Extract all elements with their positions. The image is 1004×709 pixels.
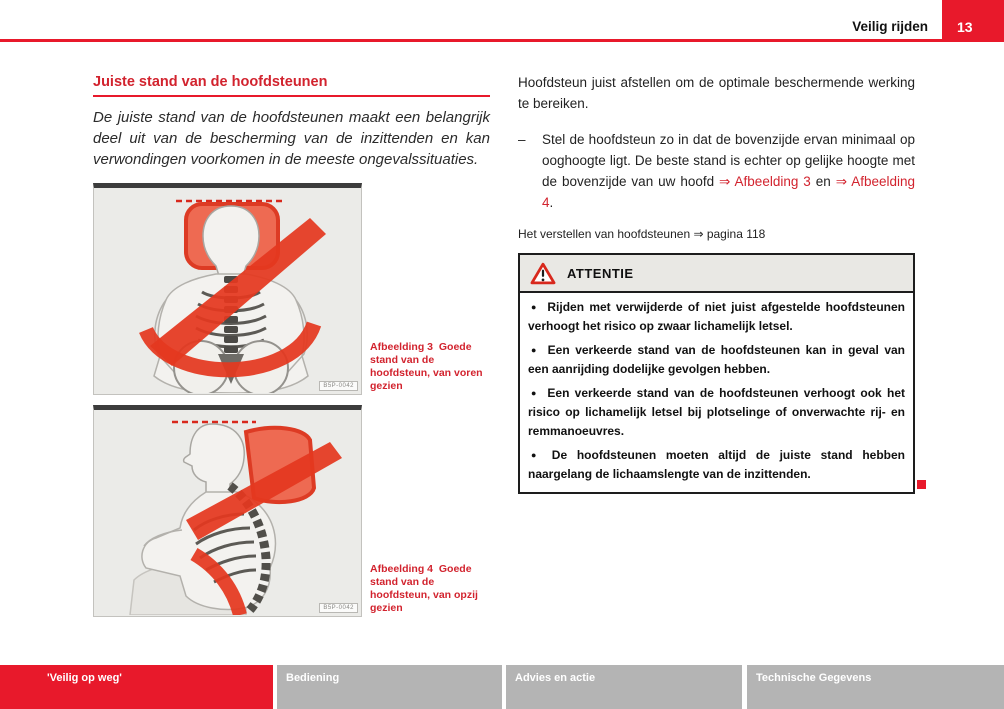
figure4-image [93,405,362,617]
header-section-title: Veilig rijden [852,19,928,34]
figure3-illustration [94,188,361,393]
list-item-text [542,129,915,213]
footer-tab-technische-gegevens[interactable]: Technische Gegevens [747,665,1004,709]
bullet-icon: ● [531,388,539,398]
figure4-caption [370,563,490,615]
figure4-illustration [94,410,361,615]
list-item-joiner: en [810,174,836,189]
figure3-caption [370,341,490,393]
warning-bullet-text: De hoofdsteunen moeten altijd de juiste stand hebben naargelang de lichaamslengte van de inzittenden. [528,448,905,481]
bullet-icon: ● [531,302,539,312]
list-dash: – [518,132,526,147]
left-column [93,74,490,617]
warning-body [520,293,913,492]
list-item-body: Stel de hoofdsteun zo in dat de bovenzijde ervan minimaal op ooghoogte ligt. De beste stand is echter op gelijke hoogte met de bovenzijde van uw hoofd [542,132,915,189]
figure3-code-label: B5P-0042 [319,381,358,391]
header-rule [0,39,1004,42]
warning-bullet-text: Rijden met verwijderde of niet juist afgestelde hoofdsteunen verhoogt het risico op zwaar lichamelijk letsel. [528,300,905,333]
figure4-caption-label: Afbeelding 4 [370,563,434,575]
figure3-row [93,183,490,395]
right-column [518,72,915,494]
warning-bullet [528,446,905,484]
page-crossref[interactable]: Het verstellen van hoofdsteunen ⇒ pagina 118 [518,227,766,241]
figure3-image [93,183,362,395]
warning-bullet-text: Een verkeerde stand van de hoofdsteunen verhoogt ook het risico op lichamelijk letsel bij plotselinge of onverwachte rij- en remmanoeuvres. [528,386,906,438]
warning-bullet [528,384,905,441]
footer-tab-veilig-op-weg[interactable]: 'Veilig op weg' [0,665,273,709]
footer-section-tabs [0,665,1004,709]
warning-title: ATTENTIE [567,266,634,281]
page-number: 13 [957,19,973,35]
end-of-section-marker [917,480,926,489]
warning-bullet [528,341,905,379]
figure4-reference-link[interactable]: ⇒ Afbeelding 4 [542,174,915,210]
instruction-list-item [518,129,915,213]
warning-bullet [528,298,905,336]
figure4-caption-text: Goede stand van de hoofdsteun, van opzij gezien [370,563,478,614]
warning-triangle-icon [530,262,556,285]
footer-tab-advies-en-actie[interactable]: Advies en actie [506,665,742,709]
attention-warning-box [518,253,915,494]
figure3-caption-label: Afbeelding 3 [370,341,434,353]
figure3-caption-text: Goede stand van de hoofdsteun, van voren gezien [370,341,483,392]
footer-tab-bediening[interactable]: Bediening [277,665,502,709]
intro-paragraph: De juiste stand van de hoofdsteunen maakt een belangrijk deel uit van de bescherming van de inzittenden en kan verwondingen voorkomen in de meeste ongevalssituaties. [93,109,490,168]
list-item-period: . [549,195,554,210]
warning-header [520,255,913,293]
figure4-code-label: B5P-0042 [319,603,358,613]
bullet-icon: ● [531,450,543,460]
figure3-reference-link[interactable]: ⇒ Afbeelding 3 [719,174,811,189]
page-number-box [942,0,1004,42]
bullet-icon: ● [531,345,539,355]
warning-bullet-text: Een verkeerde stand van de hoofdsteunen kan in geval van een aanrijding dodelijke gevolgen hebben. [528,343,905,376]
section-heading: Juiste stand van de hoofdsteunen [93,74,490,97]
figure4-row [93,405,490,617]
body-paragraph: Hoofdsteun juist afstellen om de optimale beschermende werking te bereiken. [518,75,915,111]
